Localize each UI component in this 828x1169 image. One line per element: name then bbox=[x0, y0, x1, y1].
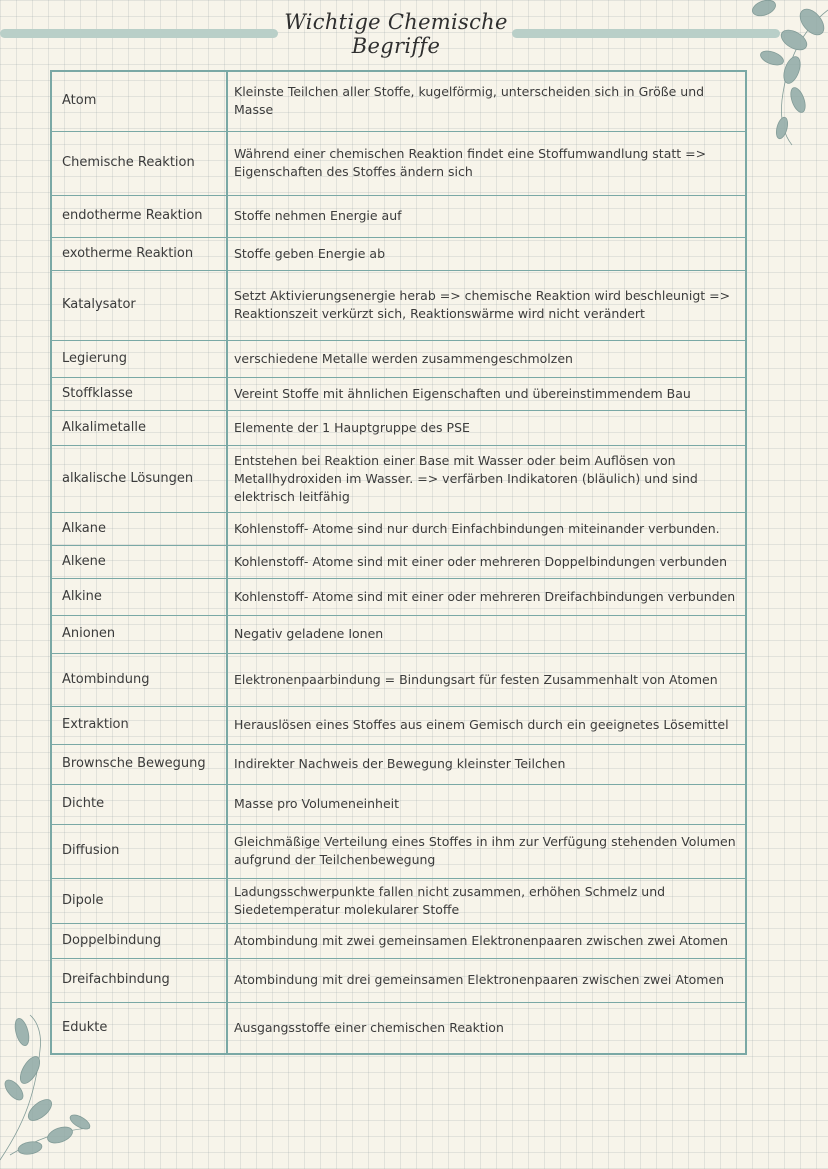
definition-cell: Kohlenstoff- Atome sind mit einer oder mehreren Doppelbindungen verbunden bbox=[227, 545, 746, 578]
definition-cell: Stoffe geben Energie ab bbox=[227, 237, 746, 270]
definition-cell: Herauslösen eines Stoffes aus einem Gemisch durch ein geeignetes Lösemittel bbox=[227, 706, 746, 744]
definition-cell: Während einer chemischen Reaktion findet eine Stoffumwandlung statt => Eigenschaften des Stoffes ändern sich bbox=[227, 131, 746, 195]
term-cell: exotherme Reaktion bbox=[51, 237, 227, 270]
term-cell: Dichte bbox=[51, 784, 227, 824]
definition-cell: Masse pro Volumeneinheit bbox=[227, 784, 746, 824]
definition-cell: Setzt Aktivierungsenergie herab => chemische Reaktion wird beschleunigt => Reaktionszeit verkürzt sich, Reaktionswärme wird nicht verändert bbox=[227, 270, 746, 340]
leaf-branch-icon bbox=[742, 0, 828, 150]
definition-cell: Gleichmäßige Verteilung eines Stoffes in ihm zur Verfügung stehenden Volumen aufgrund der Teilchenbewegung bbox=[227, 824, 746, 878]
table-row bbox=[51, 653, 746, 706]
term-cell: Katalysator bbox=[51, 270, 227, 340]
definition-cell: Ladungsschwerpunkte fallen nicht zusammen, erhöhen Schmelz und Siedetemperatur molekularer Stoffe bbox=[227, 878, 746, 923]
table-row bbox=[51, 878, 746, 923]
table-row bbox=[51, 512, 746, 545]
table-row bbox=[51, 615, 746, 653]
table-row bbox=[51, 923, 746, 958]
table-row bbox=[51, 340, 746, 377]
table-row bbox=[51, 131, 746, 195]
table-row bbox=[51, 270, 746, 340]
term-cell: Dipole bbox=[51, 878, 227, 923]
term-cell: Brownsche Bewegung bbox=[51, 744, 227, 784]
table-row bbox=[51, 706, 746, 744]
title-bar-right bbox=[512, 29, 780, 38]
definition-cell: Atombindung mit zwei gemeinsamen Elektronenpaaren zwischen zwei Atomen bbox=[227, 923, 746, 958]
table-row bbox=[51, 71, 746, 131]
table-row bbox=[51, 410, 746, 445]
term-cell: alkalische Lösungen bbox=[51, 445, 227, 512]
table-row bbox=[51, 824, 746, 878]
term-cell: Atom bbox=[51, 71, 227, 131]
definition-cell: Indirekter Nachweis der Bewegung kleinster Teilchen bbox=[227, 744, 746, 784]
definition-cell: Elemente der 1 Hauptgruppe des PSE bbox=[227, 410, 746, 445]
term-cell: Chemische Reaktion bbox=[51, 131, 227, 195]
term-cell: Legierung bbox=[51, 340, 227, 377]
definition-cell: Kleinste Teilchen aller Stoffe, kugelförmig, unterscheiden sich in Größe und Masse bbox=[227, 71, 746, 131]
term-cell: Doppelbindung bbox=[51, 923, 227, 958]
table-row bbox=[51, 958, 746, 1002]
term-cell: Atombindung bbox=[51, 653, 227, 706]
definition-cell: Ausgangsstoffe einer chemischen Reaktion bbox=[227, 1002, 746, 1054]
table-row bbox=[51, 445, 746, 512]
term-cell: Alkane bbox=[51, 512, 227, 545]
term-cell: endotherme Reaktion bbox=[51, 195, 227, 237]
table-row bbox=[51, 237, 746, 270]
page-title: Wichtige Chemische Begriffe bbox=[284, 10, 508, 58]
title-bar-left bbox=[0, 29, 278, 38]
definition-cell: Stoffe nehmen Energie auf bbox=[227, 195, 746, 237]
term-cell: Anionen bbox=[51, 615, 227, 653]
term-cell: Extraktion bbox=[51, 706, 227, 744]
definition-cell: Vereint Stoffe mit ähnlichen Eigenschaften und übereinstimmendem Bau bbox=[227, 377, 746, 410]
table-row bbox=[51, 377, 746, 410]
term-cell: Alkalimetalle bbox=[51, 410, 227, 445]
glossary-table bbox=[50, 70, 747, 1055]
table-row bbox=[51, 545, 746, 578]
definition-cell: Kohlenstoff- Atome sind mit einer oder mehreren Dreifachbindungen verbunden bbox=[227, 578, 746, 615]
term-cell: Alkene bbox=[51, 545, 227, 578]
table-row bbox=[51, 1002, 746, 1054]
term-cell: Alkine bbox=[51, 578, 227, 615]
table-row bbox=[51, 744, 746, 784]
table-row bbox=[51, 578, 746, 615]
definition-cell: Entstehen bei Reaktion einer Base mit Wasser oder beim Auflösen von Metallhydroxiden im Wasser. => verfärben Indikatoren (bläulich) und sind elektrisch leitfähig bbox=[227, 445, 746, 512]
table-row bbox=[51, 784, 746, 824]
term-cell: Stoffklasse bbox=[51, 377, 227, 410]
term-cell: Edukte bbox=[51, 1002, 227, 1054]
definition-cell: Kohlenstoff- Atome sind nur durch Einfachbindungen miteinander verbunden. bbox=[227, 512, 746, 545]
table-row bbox=[51, 195, 746, 237]
definition-cell: Atombindung mit drei gemeinsamen Elektronenpaaren zwischen zwei Atomen bbox=[227, 958, 746, 1002]
definition-cell: Negativ geladene Ionen bbox=[227, 615, 746, 653]
term-cell: Dreifachbindung bbox=[51, 958, 227, 1002]
definition-cell: Elektronenpaarbindung = Bindungsart für festen Zusammenhalt von Atomen bbox=[227, 653, 746, 706]
term-cell: Diffusion bbox=[51, 824, 227, 878]
definition-cell: verschiedene Metalle werden zusammengeschmolzen bbox=[227, 340, 746, 377]
